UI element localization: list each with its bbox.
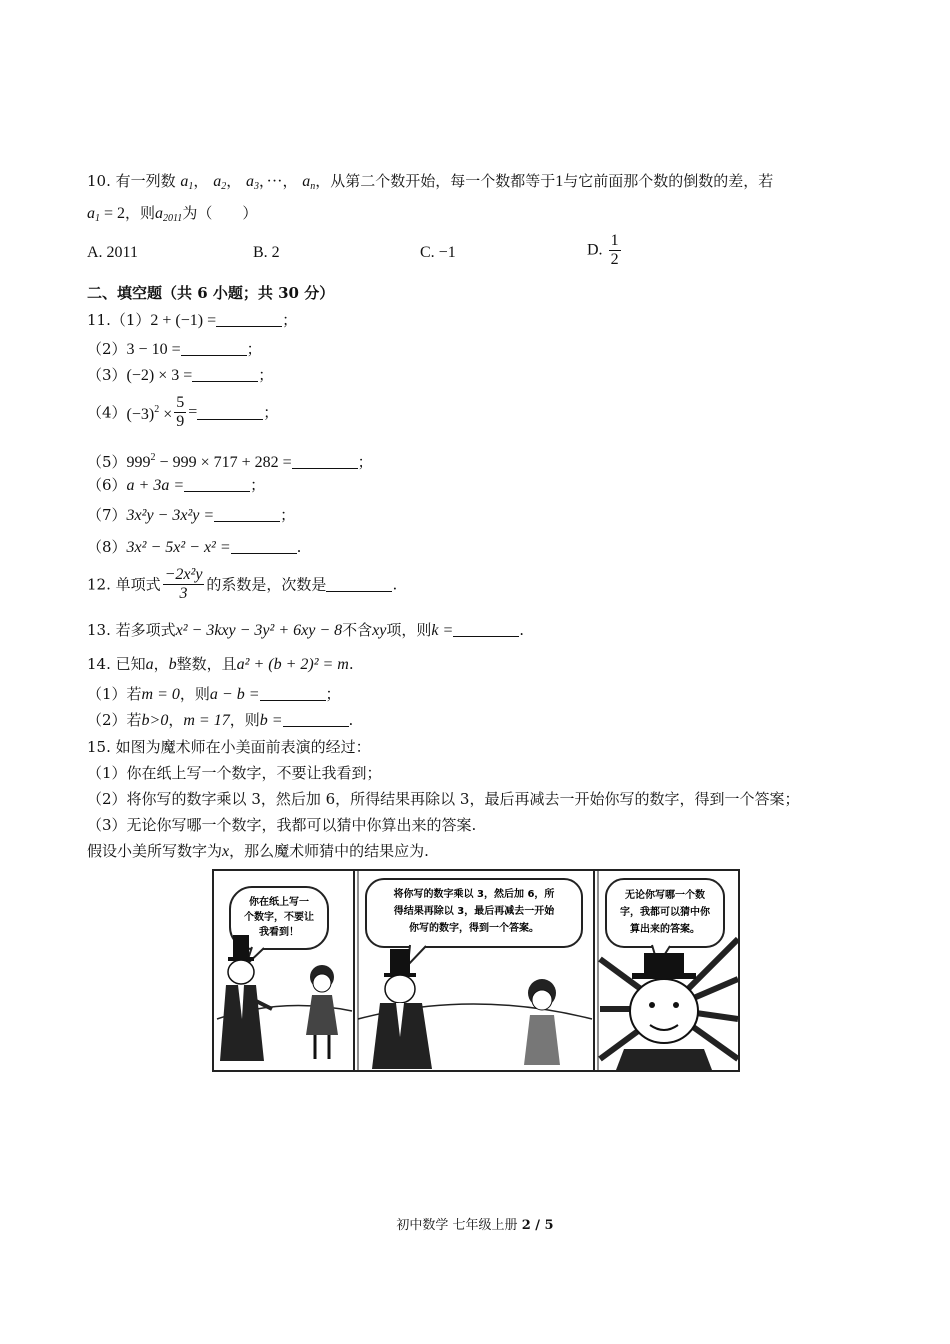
svg-text:算出来的答案。: 算出来的答案。 — [630, 924, 700, 935]
svg-text:得结果再除以 3，最后再减去一开始: 得结果再除以 3，最后再减去一开始 — [393, 906, 555, 917]
q11-item-4: $(4)(-3)^2$ × $\frac{5}{9}$ = ； — [87, 394, 279, 430]
q11-item-7: （7）3x²y − 3x²y = ； — [87, 506, 296, 524]
answer-blank[interactable] — [292, 454, 358, 469]
q10-line2: $a_1 = 2$，则$a_{2011}$为（ ） — [87, 204, 258, 224]
answer-blank[interactable] — [453, 622, 519, 637]
answer-blank[interactable] — [326, 577, 392, 592]
q11-item-6: （6）a + 3a = ； — [87, 476, 266, 494]
q11-item-1: 11.（1）2 + (−1) = ； — [87, 311, 298, 329]
answer-blank[interactable] — [216, 312, 282, 327]
svg-text:字，我都可以猜中你: 字，我都可以猜中你 — [620, 907, 710, 918]
page-footer: 初中数学 七年级上册 2 / 5 — [396, 1218, 554, 1233]
section2-title: 二、填空题（共 6 小题；共 30 分） — [87, 284, 335, 302]
svg-text:我看到！: 我看到！ — [259, 927, 299, 938]
q11-item-3: （3）(−2) × 3 = ； — [87, 366, 274, 384]
q10-choice-d[interactable]: D. $\frac{1}{2}$ — [587, 232, 619, 268]
q15-line1: 15. 如图为魔术师在小美面前表演的经过： — [87, 738, 371, 756]
answer-blank[interactable] — [184, 477, 250, 492]
answer-blank[interactable] — [260, 686, 326, 701]
svg-text:无论你写哪一个数: 无论你写哪一个数 — [625, 890, 705, 901]
magician-comic — [212, 869, 740, 1072]
q10-line1: 10. 有一列数 $a_1$， $a_2$， $a_3$，···， $a_n$，从第二个数开始，每一个数都等于1与它前面那个数的倒数的差，若 — [87, 172, 774, 192]
q11-item-8: （8）3x² − 5x² − x² = . — [87, 538, 302, 556]
svg-text:你在纸上写一: 你在纸上写一 — [249, 897, 309, 908]
answer-blank[interactable] — [197, 405, 263, 420]
q15-line4: （3）无论你写哪一个数字，我都可以猜中你算出来的答案. — [87, 816, 477, 834]
svg-text:你写的数字，得到一个答案。: 你写的数字，得到一个答案。 — [409, 923, 539, 934]
answer-blank[interactable] — [283, 712, 349, 727]
answer-blank[interactable] — [181, 341, 247, 356]
q13: 13. 若多项式x² − 3kxy − 3y² + 6xy − 8不含xy项，则k = . — [87, 621, 525, 639]
svg-text:个数字，不要让: 个数字，不要让 — [244, 912, 314, 923]
answer-blank[interactable] — [192, 367, 258, 382]
q10-choice-a[interactable]: A. 2011 — [87, 244, 138, 261]
q10-choice-c[interactable]: C. −1 — [420, 244, 456, 261]
q15-line3: （2）将你写的数字乘以 3，然后加 6，所得结果再除以 3，最后再减去一开始你写的数字，得到一个答案； — [87, 790, 800, 808]
q14-part-2: （2）若b>0，m = 17，则b = . — [87, 711, 354, 729]
q11-item-5: $(5)999^2 - 999 \times 717 + 282$ = ； — [87, 452, 373, 471]
q15-line5: 假设小美所写数字为x，那么魔术师猜中的结果应为. — [87, 842, 429, 860]
answer-blank[interactable] — [214, 507, 280, 522]
answer-blank[interactable] — [231, 539, 297, 554]
q10-choice-b[interactable]: B. 2 — [253, 244, 280, 261]
svg-text:将你写的数字乘以 3，然后加 6，所: 将你写的数字乘以 3，然后加 6，所 — [393, 889, 555, 900]
q11-item-2: （2）3 − 10 = ； — [87, 340, 262, 358]
q14-part-1: （1）若m = 0，则a − b = ； — [87, 685, 341, 703]
q14-line: 14. 已知a，b整数，且a² + (b + 2)² = m. — [87, 655, 354, 673]
q15-line2: （1）你在纸上写一个数字，不要让我看到； — [87, 764, 382, 782]
q12: 12. 单项式 $\frac{\text{−2x²y}}{3}$ 的系数是，次数是 . — [87, 566, 398, 602]
